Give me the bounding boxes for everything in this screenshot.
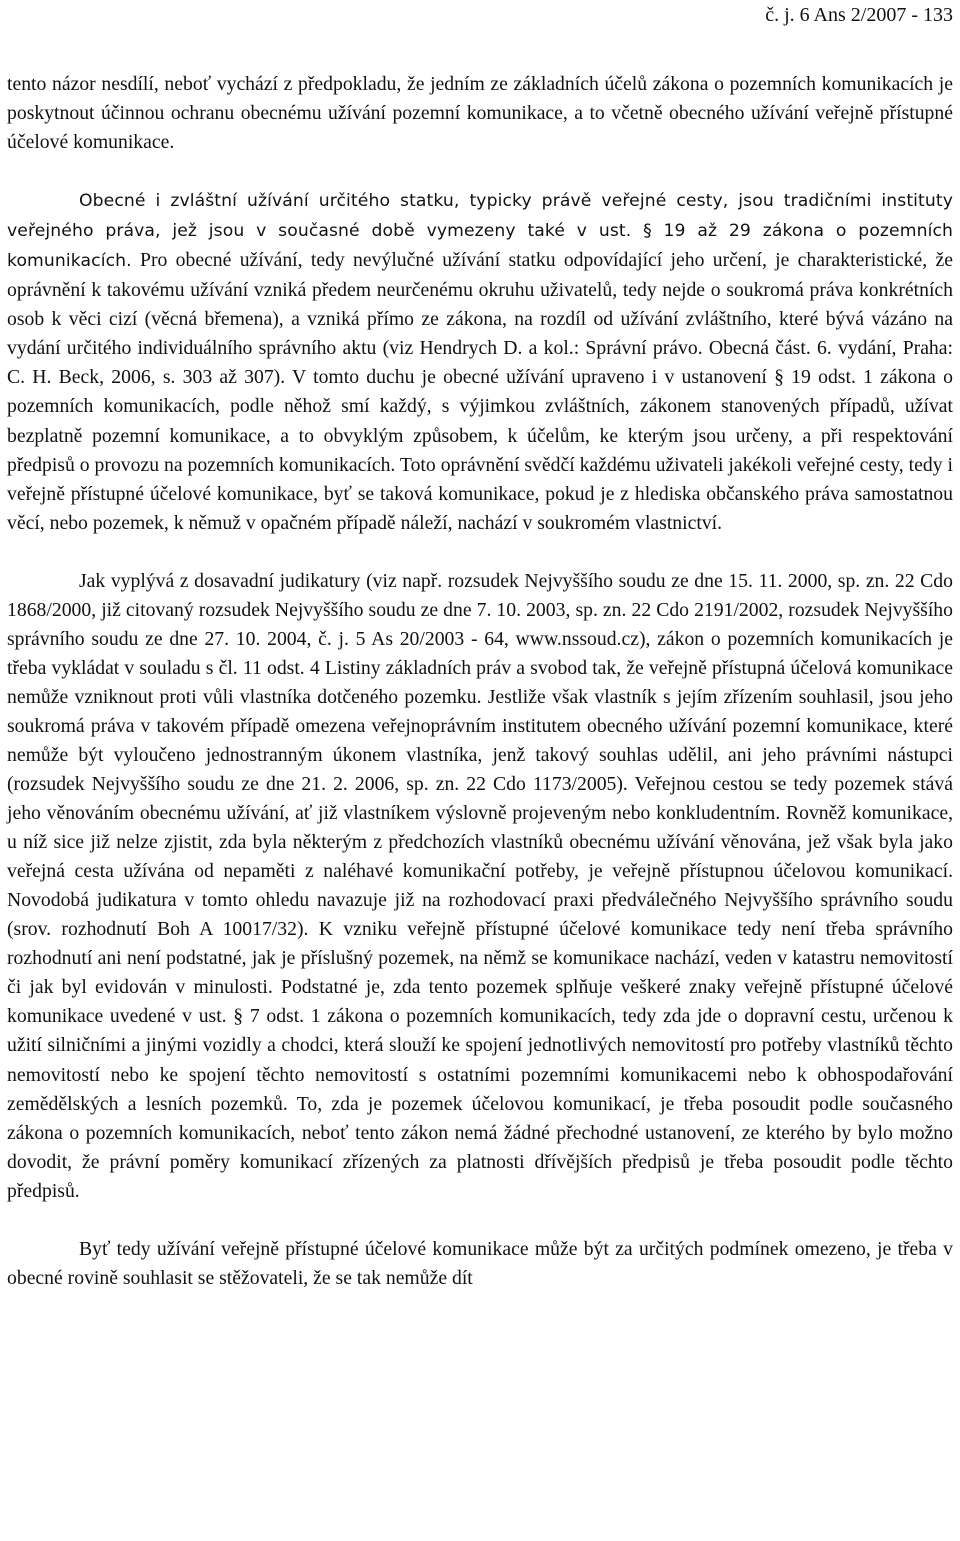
paragraph-4 <box>7 1235 953 1293</box>
paragraph-2-lead-text: Obecné i zvláštní užívání určitého statku, typicky právě veřejné cesty, jsou tradičními instituty veřejného práva, jež jsou v současné době vymezeny také v ust. § 19 až 29 zákona o pozemních komunikacích. <box>7 191 953 272</box>
paragraph-1 <box>7 70 953 157</box>
case-number-header: č. j. 6 Ans 2/2007 - 133 <box>765 4 953 26</box>
document-page <box>7 0 953 1293</box>
paragraph-3-text: Jak vyplývá z dosavadní judikatury (viz např. rozsudek Nejvyššího soudu ze dne 15. 11. 2000, sp. zn. 22 Cdo 1868/2000, již citovaný rozsudek Nejvyššího soudu ze dne 7. 10. 2003, sp. zn. 22 Cdo 2191/2002, rozsudek Nejvyššího správního soudu ze dne 27. 10. 2004, č. j. 5 As 20/2003 - 64, www.nssoud.cz), zákon o pozemních komunikacích je třeba vykládat v souladu s čl. 11 odst. 4 Listiny základních práv a svobod tak, že veřejně přístupná účelová komunikace nemůže vzniknout proti vůli vlastníka dotčeného pozemku. Jestliže však vlastník s jejím zřízením souhlasil, jsou jeho soukromá práva v takovém případě omezena veřejnoprávním institutem obecného užívání pozemní komunikace, které nemůže být vyloučeno jednostranným úkonem vlastníka, jenž takový souhlas udělil, ani jeho právními nástupci (rozsudek Nejvyššího soudu ze dne 21. 2. 2006, sp. zn. 22 Cdo 1173/2005). Veřejnou cestou se tedy pozemek stává jeho věnováním obecnému užívání, ať již vlastníkem výslovně projeveným nebo konkludentním. Rovněž komunikace, u níž sice již nelze zjistit, zda byla některým z předchozích vlastníků obecnému užívání věnována, jež však byla jako veřejná cesta užívána od nepaměti z naléhavé komunikační potřeby, je veřejně přístupnou účelovou komunikací. Novodobá judikatura v tomto ohledu navazuje již na rozhodovací praxi předválečného Nejvyššího správního soudu (srov. rozhodnutí Boh A 10017/32). K vzniku veřejně přístupné účelové komunikace tedy není třeba správního rozhodnutí ani není podstatné, jak je příslušný pozemek, na němž se komunikace nachází, veden v katastru nemovitostí či jak byl evidován v minulosti. Podstatné je, zda tento pozemek splňuje veškeré znaky veřejně přístupné účelové komunikace uvedené v ust. § 7 odst. 1 zákona o pozemních komunikacích, tedy zda jde o dopravní cestu, určenou k užití silničními a jinými vozidly a chodci, která slouží ke spojení jednotlivých nemovitostí pro potřeby vlastníků těchto nemovitostí nebo ke spojení těchto nemovitostí s ostatními pozemními komunikacemi nebo k obhospodařování zemědělských a lesních pozemků. To, zda je pozemek účelovou komunikací, je třeba posoudit podle současného zákona o pozemních komunikacích, neboť tento zákon nemá žádné přechodné ustanovení, ze kterého by bylo možno dovodit, že právní poměry komunikací zřízených za platnosti dřívějších předpisů je třeba posoudit podle těchto předpisů. <box>7 569 953 1202</box>
paragraph-2-text: Pro obecné užívání, tedy nevýlučné užívání statku odpovídající jeho určení, je charakteristické, že oprávnění k takovému užívání vzniká předem neurčenému okruhu uživatelů, tedy nejde o soukromá práva konkrétních osob k věci cizí (věcná břemena), a vzniká přímo ze zákona, na rozdíl od užívání zvláštního, které bývá vázáno na vydání určitého individuálního správního aktu (viz Hendrych D. a kol.: Správní právo. Obecná část. 6. vydání, Praha: C. H. Beck, 2006, s. 303 až 307). V tomto duchu je obecné užívání upraveno i v ustanovení § 19 odst. 1 zákona o pozemních komunikacích, podle něhož smí každý, s výjimkou zvláštních, zákonem stanovených případů, užívat bezplatně pozemní komunikace, a to obvyklým způsobem, k účelům, ke kterým jsou určeny, a při respektování předpisů o provozu na pozemních komunikacích. Toto oprávnění svědčí každému uživateli jakékoli veřejné cesty, tedy i veřejně přístupné účelové komunikace, byť se taková komunikace, pokud je z hlediska občanského práva samostatnou věcí, nebo pozemek, k němuž v opačném případě náleží, nachází v soukromém vlastnictví. <box>7 249 953 534</box>
paragraph-1-text: tento názor nesdílí, neboť vychází z předpokladu, že jedním ze základních účelů zákona o pozemních komunikacích je poskytnout účinnou ochranu obecnému užívání pozemní komunikace, a to včetně obecného užívání veřejně přístupné účelové komunikace. <box>7 73 953 154</box>
paragraph-4-text: Byť tedy užívání veřejně přístupné účelové komunikace může být za určitých podmínek omezeno, je třeba v obecné rovině souhlasit se stěžovateli, že se tak nemůže dít <box>7 1237 953 1289</box>
paragraph-2 <box>7 186 953 538</box>
paragraph-3 <box>7 567 953 1206</box>
